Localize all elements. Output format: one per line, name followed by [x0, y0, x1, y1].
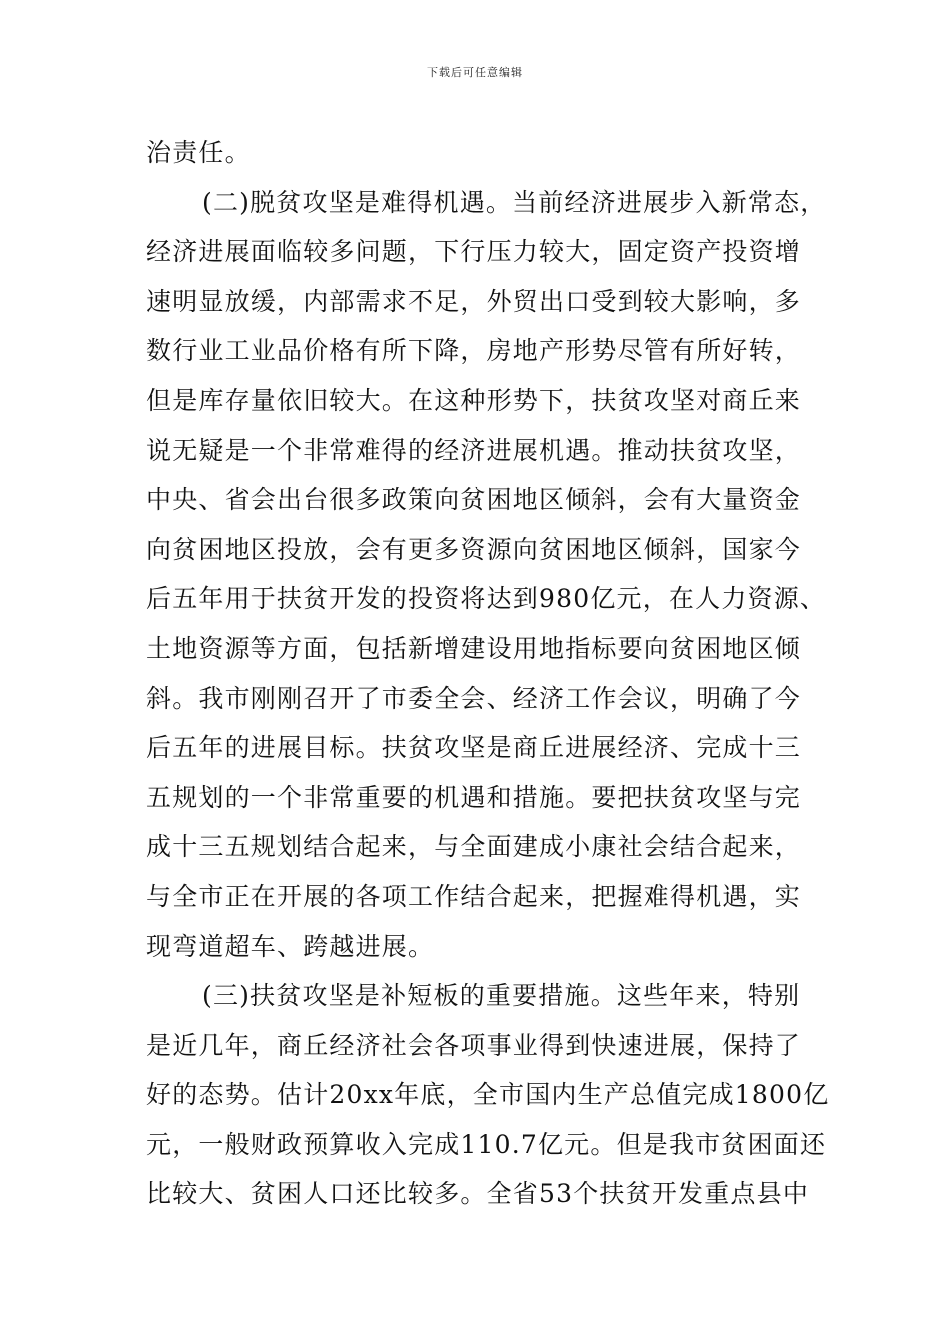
- text-line: 治责任。: [146, 138, 251, 167]
- text-line: 经济进展面临较多问题，下行压力较大，固定资产投资增: [146, 237, 802, 267]
- text-line: 向贫困地区投放，会有更多资源向贫困地区倾斜，国家今: [146, 534, 802, 564]
- text-line: 但是库存量依旧较大。在这种形势下，扶贫攻坚对商丘来: [146, 385, 802, 415]
- text-line: 是近几年，商丘经济社会各项事业得到快速进展，保持了: [146, 1030, 802, 1060]
- text-line: 比较大、贫困人口还比较多。全省53个扶贫开发重点县中: [146, 1179, 810, 1209]
- text-line: 斜。我市刚刚召开了市委全会、经济工作会议，明确了今: [146, 683, 802, 713]
- text-line: 中央、省会出台很多政策向贫困地区倾斜，会有大量资金: [146, 485, 802, 515]
- text-line: 现弯道超车、跨越进展。: [146, 931, 435, 961]
- text-line: 五规划的一个非常重要的机遇和措施。要把扶贫攻坚与完: [146, 782, 802, 812]
- page-header: 下载后可任意编辑: [427, 66, 523, 79]
- paragraph-start-line: (二)脱贫攻坚是难得机遇。当前经济进展步入新常态，: [202, 187, 827, 217]
- text-line: 土地资源等方面，包括新增建设用地指标要向贫困地区倾: [146, 633, 802, 663]
- document-body: [146, 128, 836, 1219]
- text-line: 后五年的进展目标。扶贫攻坚是商丘进展经济、完成十三: [146, 733, 802, 763]
- text-line: 与全市正在开展的各项工作结合起来，把握难得机遇，实: [146, 881, 802, 911]
- text-line: 后五年用于扶贫开发的投资将达到980亿元，在人力资源、: [146, 584, 827, 614]
- text-line: 数行业工业品价格有所下降，房地产形势尽管有所好转，: [146, 336, 802, 366]
- text-line: 速明显放缓，内部需求不足，外贸出口受到较大影响，多: [146, 286, 802, 316]
- text-line: 元，一般财政预算收入完成110.7亿元。但是我市贫困面还: [146, 1129, 827, 1159]
- text-line: 说无疑是一个非常难得的经济进展机遇。推动扶贫攻坚，: [146, 435, 802, 465]
- text-line: 好的态势。估计20xx年底，全市国内生产总值完成1800亿: [146, 1080, 830, 1110]
- paragraph-start-line: (三)扶贫攻坚是补短板的重要措施。这些年来，特别: [202, 981, 801, 1011]
- text-line: 成十三五规划结合起来，与全面建成小康社会结合起来，: [146, 832, 802, 862]
